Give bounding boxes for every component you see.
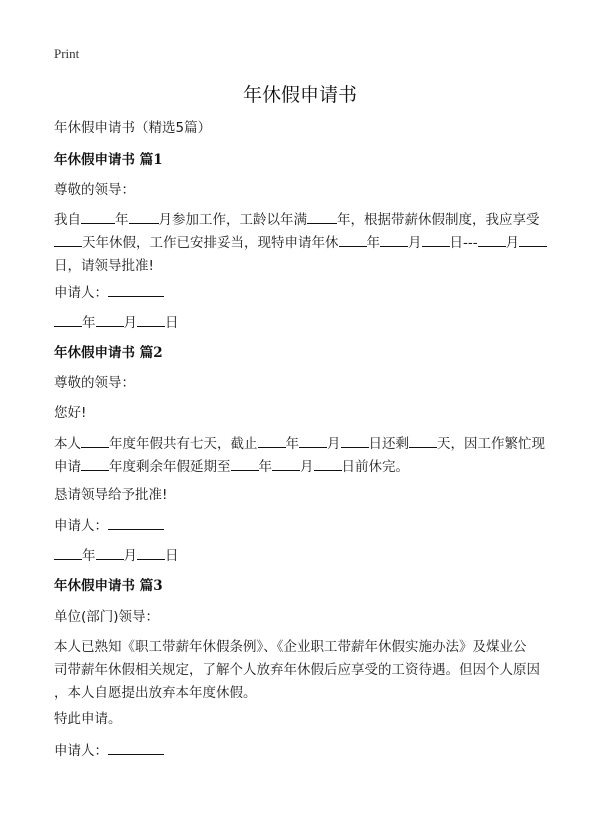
section3-closing: 特此申请。 <box>54 711 122 727</box>
section-heading-2: 年休假申请书 篇2 <box>54 345 163 361</box>
section2-body-line-2: 申请 年度剩余年假延期至 年 月 日前休完。 <box>54 456 554 479</box>
section1-body-line-3: 日，请领导批准! <box>54 258 154 274</box>
section3-body-line-2: 司带薪年休假相关规定，了解个人放弃年休假后应享受的工资待遇。但因个人原因 <box>54 662 540 678</box>
document-title: 年休假申请书 <box>242 84 357 106</box>
print-label: Print <box>54 46 80 61</box>
section1-body-line-2: 天年休假，工作已安排妥当，现特申请年休 年 月 日--- 月 <box>54 232 554 255</box>
section1-body-line-1: 我自 年 月参加工作，工龄以年满 年，根据带薪休假制度，我应享受 <box>54 209 554 232</box>
section3-applicant: 申请人： <box>54 740 554 763</box>
section1-applicant: 申请人： <box>54 282 554 305</box>
section1-salutation: 尊敬的领导： <box>54 182 135 198</box>
section2-date: 年 月 日 <box>54 545 554 568</box>
section3-body-line-3: ，本人自愿提出放弃本年度休假。 <box>54 685 257 701</box>
section2-body-line-1: 本人 年度年假共有七天，截止 年 月 日还剩 天，因工作繁忙现 <box>54 433 554 456</box>
section1-date: 年 月 日 <box>54 312 554 335</box>
section2-request: 恳请领导给予批准! <box>54 487 168 503</box>
section-heading-1: 年休假申请书 篇1 <box>54 152 163 168</box>
section2-applicant: 申请人： <box>54 515 554 538</box>
section-heading-3: 年休假申请书 篇3 <box>54 578 163 594</box>
section2-salutation: 尊敬的领导： <box>54 375 135 391</box>
section3-body-line-1: 本人已熟知《职工带薪年休假条例》、《企业职工带薪年休假实施办法》及煤业公 <box>54 639 527 655</box>
section2-greeting: 您好! <box>54 405 87 421</box>
document-subtitle: 年休假申请书（精选5篇） <box>54 120 212 136</box>
section3-salutation: 单位(部门)领导： <box>54 609 160 625</box>
